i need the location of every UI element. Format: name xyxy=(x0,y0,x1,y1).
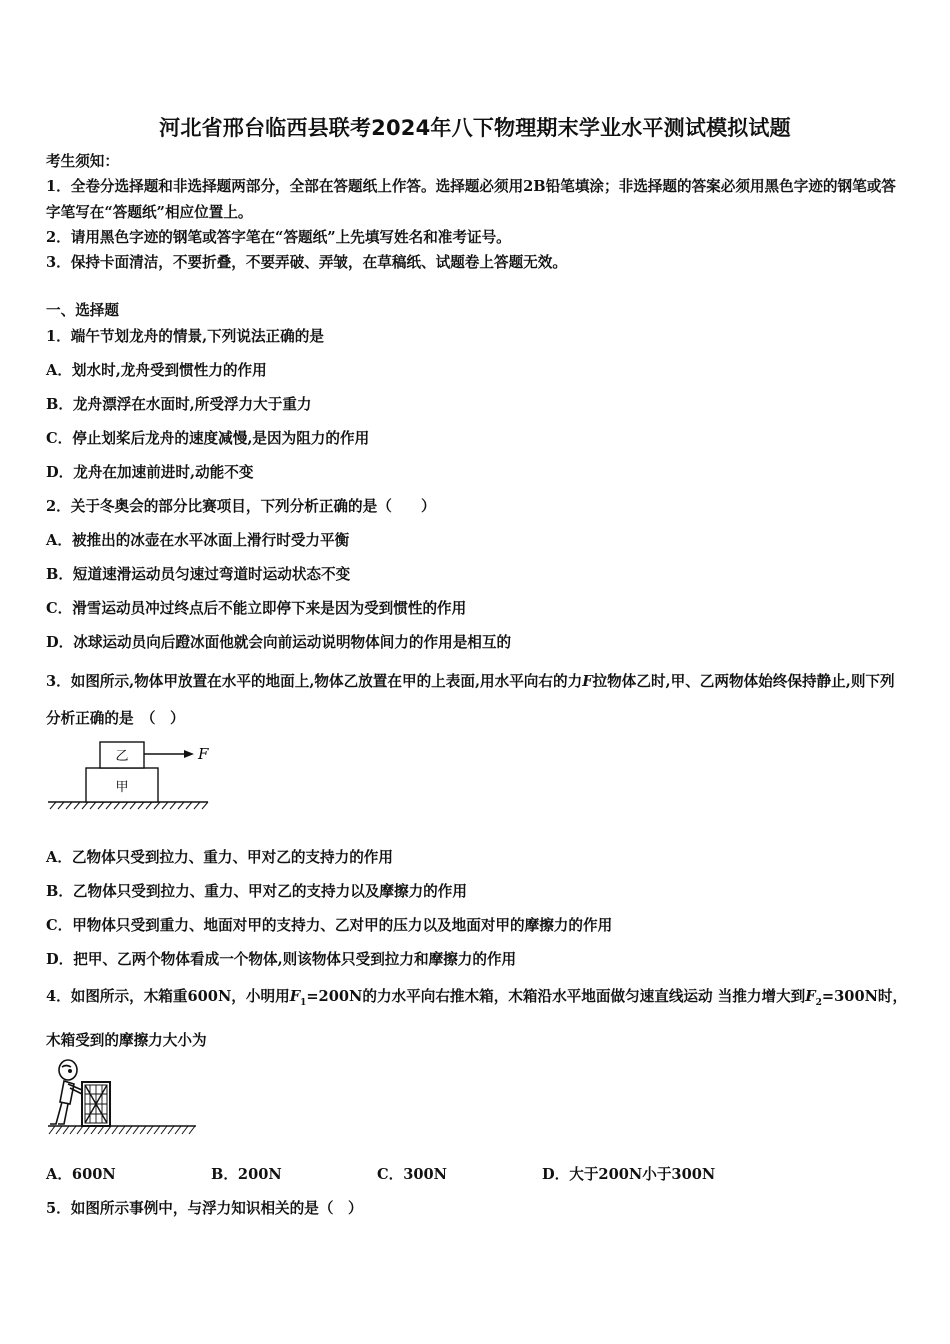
question-4-option-b: B．200N xyxy=(211,1166,282,1183)
question-4-f1-symbol: F xyxy=(289,988,301,1005)
question-1-option-b: B．龙舟漂浮在水面时,所受浮力大于重力 xyxy=(46,396,312,413)
question-3-figure xyxy=(48,740,218,812)
notice-heading: 考生须知： xyxy=(46,153,119,170)
question-4-f1-subscript: 1 xyxy=(300,997,307,1008)
ground-hatching xyxy=(49,1126,195,1134)
question-4-stem-part-2: =200N的力水平向右推木箱，木箱沿水平地面做匀速直线运动 当推力增大到 xyxy=(306,988,806,1005)
force-label: F xyxy=(198,745,209,763)
question-3-option-d: D．把甲、乙两个物体看成一个物体,则该物体只受到拉力和摩擦力的作用 xyxy=(46,951,517,968)
question-3-force-symbol: F xyxy=(582,673,593,690)
question-3-stem-part-2: 拉物体乙时,甲、乙两物体始终保持静止,则下列分析正确的是 （ ） xyxy=(46,673,895,727)
question-4-stem xyxy=(46,978,908,1059)
question-4-f2-symbol: F xyxy=(805,988,816,1005)
question-4-f2-subscript: 2 xyxy=(815,997,822,1008)
question-2-stem: 2．关于冬奥会的部分比赛项目，下列分析正确的是（ ） xyxy=(46,498,436,515)
question-2-option-c: C．滑雪运动员冲过终点后不能立即停下来是因为受到惯性的作用 xyxy=(46,600,467,617)
question-4-option-a: A．600N xyxy=(46,1166,116,1183)
question-4-figure xyxy=(46,1054,201,1138)
question-4-stem-part-1: 4．如图所示，木箱重600N，小明用 xyxy=(46,988,290,1005)
question-2-option-b: B．短道速滑运动员匀速过弯道时运动状态不变 xyxy=(46,566,351,583)
question-4-stem-part-3: =300N时，木箱受到的摩擦力大小为 xyxy=(46,988,908,1049)
question-3-stem xyxy=(46,663,908,737)
block-jia-label: 甲 xyxy=(115,780,129,795)
crate xyxy=(82,1082,110,1126)
exam-title: 河北省邢台临西县联考2024年八下物理期末学业水平测试模拟试题 xyxy=(159,116,791,140)
question-3-option-c: C．甲物体只受到重力、地面对甲的支持力、乙对甲的压力以及地面对甲的摩擦力的作用 xyxy=(46,917,613,934)
force-arrow xyxy=(144,750,194,758)
notice-item-3: 3．保持卡面清洁，不要折叠，不要弄破、弄皱，在草稿纸、试题卷上答题无效。 xyxy=(46,254,567,271)
question-3-option-a: A．乙物体只受到拉力、重力、甲对乙的支持力的作用 xyxy=(46,849,393,866)
question-2-option-a: A．被推出的冰壶在水平冰面上滑行时受力平衡 xyxy=(46,532,350,549)
section-heading: 一、选择题 xyxy=(46,302,119,319)
question-1-stem: 1．端午节划龙舟的情景,下列说法正确的是 xyxy=(46,328,324,345)
question-1-option-a: A．划水时,龙舟受到惯性力的作用 xyxy=(46,362,267,379)
question-2-option-d: D．冰球运动员向后蹬冰面他就会向前运动说明物体间力的作用是相互的 xyxy=(46,634,512,651)
block-yi-label: 乙 xyxy=(115,749,129,764)
question-3-option-b: B．乙物体只受到拉力、重力、甲对乙的支持力以及摩擦力的作用 xyxy=(46,883,467,900)
question-1-option-c: C．停止划桨后龙舟的速度减慢,是因为阻力的作用 xyxy=(46,430,370,447)
question-4-option-c: C．300N xyxy=(377,1166,448,1183)
ground-hatching xyxy=(50,802,208,809)
boy-figure xyxy=(50,1060,82,1124)
question-5-stem: 5．如图所示事例中，与浮力知识相关的是（ ） xyxy=(46,1200,363,1217)
question-1-option-d: D．龙舟在加速前进时,动能不变 xyxy=(46,464,254,481)
notice-item-1: 1．全卷分选择题和非选择题两部分，全部在答题纸上作答。选择题必须用2B铅笔填涂；非选择题的答案必须用黑色字迹的钢笔或答字笔写在“答题纸”相应位置上。 xyxy=(46,178,896,221)
question-3-stem-part-1: 3．如图所示,物体甲放置在水平的地面上,物体乙放置在甲的上表面,用水平向右的力 xyxy=(46,673,583,690)
question-4-option-d: D．大于200N小于300N xyxy=(542,1166,716,1183)
notice-item-2: 2．请用黑色字迹的钢笔或答字笔在“答题纸”上先填写姓名和准考证号。 xyxy=(46,229,511,246)
